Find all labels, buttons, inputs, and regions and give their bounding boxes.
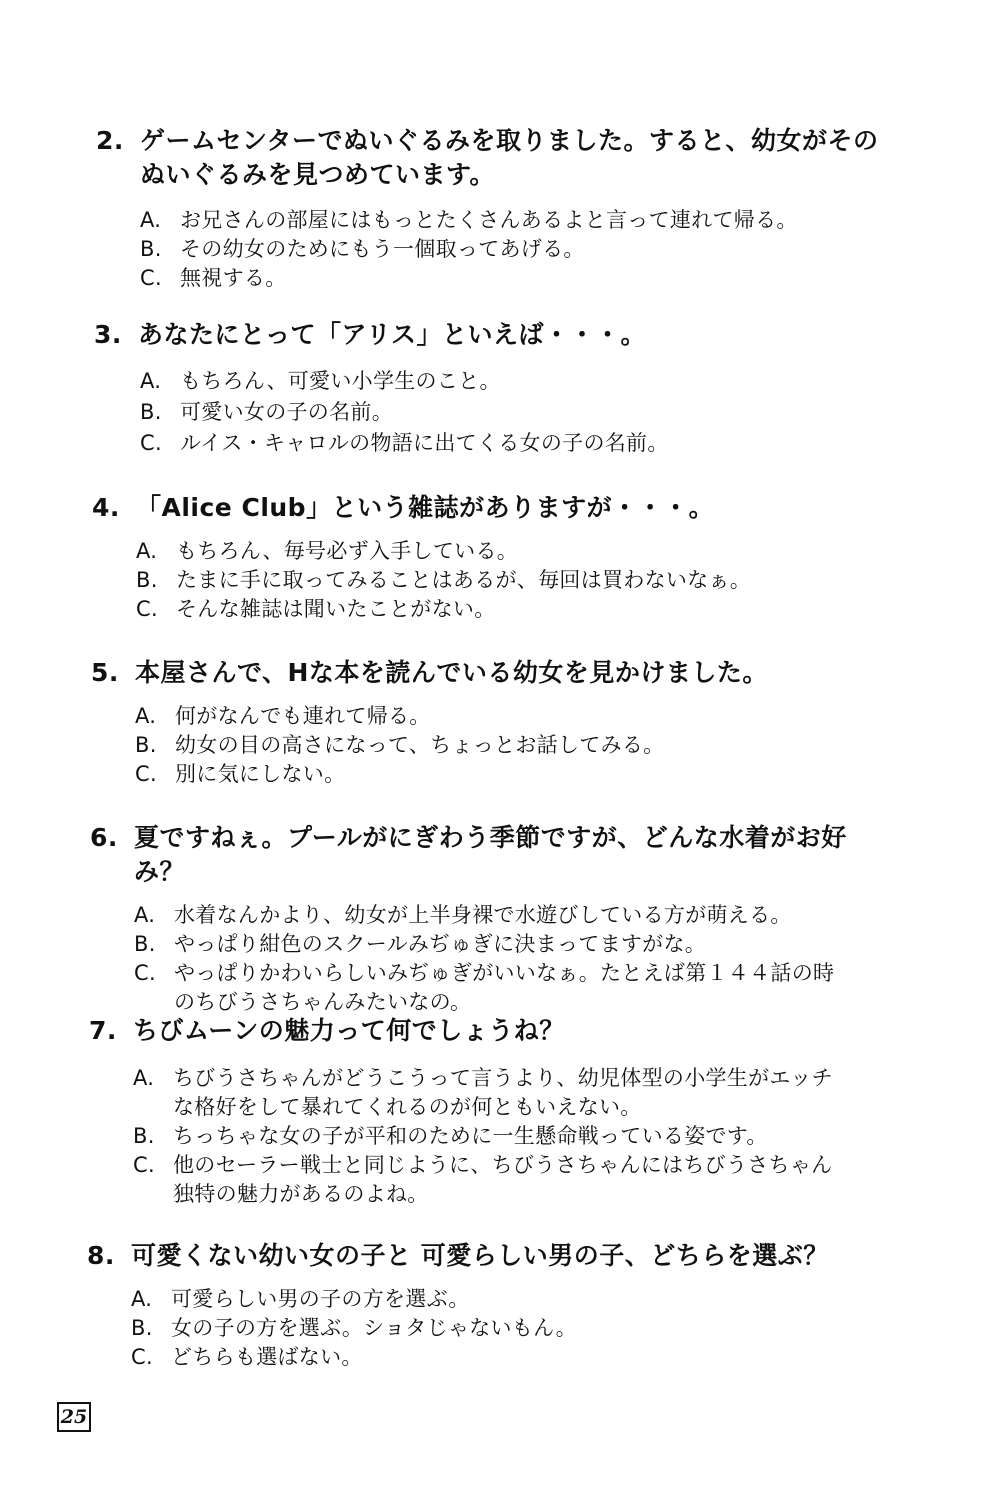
answer-option-c [140, 264, 1000, 293]
question-5 [91, 656, 1000, 789]
question-text: 「Alice Club」という雑誌がありますが・・・。 [136, 493, 715, 522]
answer-letter: A. [133, 1066, 155, 1090]
answer-letter: A. [135, 704, 157, 728]
question-number: 3. [94, 320, 122, 349]
answer-text: もちろん、可愛い小学生のこと。 [180, 369, 501, 393]
question-7 [89, 1014, 1000, 1209]
answer-option-a [135, 702, 1000, 731]
answer-option-c [131, 1343, 1000, 1372]
answer-option-c [134, 959, 1000, 1017]
answer-text: 無視する。 [180, 266, 287, 290]
answer-letter: B. [134, 932, 156, 956]
answer-text: ちびうさちゃんがどうこうって言うより、幼児体型の小学生がエッチ な格好をして暴れてくれるのが何ともいえない。 [173, 1066, 833, 1119]
answer-text: 可愛い女の子の名前。 [180, 400, 393, 424]
answer-list [135, 702, 1000, 789]
answer-option-a [131, 1285, 1000, 1314]
question-heading [91, 656, 1000, 690]
question-text: 可愛くない幼い女の子と 可愛らしい男の子、どちらを選ぶ？ [131, 1241, 829, 1270]
answer-option-a [133, 1064, 1000, 1122]
answer-option-b [133, 1122, 1000, 1151]
answer-list [140, 206, 1000, 293]
answer-option-b [140, 235, 1000, 264]
answer-letter: B. [135, 733, 157, 757]
question-3 [94, 318, 1000, 459]
question-text: あなたにとって「アリス」といえば・・・。 [138, 320, 647, 349]
question-4 [92, 491, 1000, 624]
question-heading [90, 821, 1000, 889]
answer-letter: A. [140, 369, 162, 393]
answer-text: たまに手に取ってみることはあるが、毎回は買わないなぁ。 [176, 568, 752, 592]
answer-list [131, 1285, 1000, 1372]
question-heading [87, 1239, 1000, 1273]
answer-list [136, 537, 1000, 624]
question-number: 4. [92, 493, 120, 522]
answer-option-c [135, 760, 1000, 789]
question-2 [96, 124, 1000, 293]
answer-text: もちろん、毎号必ず入手している。 [176, 539, 519, 563]
question-number: 7. [89, 1016, 117, 1045]
answer-letter: A. [140, 208, 162, 232]
question-number: 8. [87, 1241, 115, 1270]
answer-text: どちらも選ばない。 [171, 1345, 363, 1369]
answer-option-a [140, 206, 1000, 235]
answer-option-b [135, 731, 1000, 760]
question-heading [96, 124, 1000, 192]
answer-letter: C. [135, 762, 157, 786]
answer-list [134, 901, 1000, 1017]
answer-option-a [140, 366, 1000, 397]
question-heading [94, 318, 1000, 352]
question-heading [89, 1014, 1000, 1048]
answer-letter: B. [140, 237, 162, 261]
question-text: ちびムーンの魅力って何でしょうね？ [133, 1016, 565, 1045]
answer-list [140, 366, 1000, 459]
question-6 [90, 821, 1000, 1017]
answer-option-b [136, 566, 1000, 595]
answer-text: 可愛らしい男の子の方を選ぶ。 [171, 1287, 470, 1311]
page-number: 25 [57, 1402, 91, 1432]
answer-letter: C. [136, 597, 158, 621]
answer-text: 何がなんでも連れて帰る。 [175, 704, 431, 728]
answer-text: 別に気にしない。 [175, 762, 346, 786]
answer-letter: B. [136, 568, 158, 592]
answer-text: お兄さんの部屋にはもっとたくさんあるよと言って連れて帰る。 [180, 208, 798, 232]
answer-text: 女の子の方を選ぶ。ショタじゃないもん。 [171, 1316, 577, 1340]
answer-letter: C. [140, 266, 162, 290]
answer-letter: C. [140, 431, 162, 455]
answer-text: 他のセーラー戦士と同じように、ちびうさちゃんにはちびうさちゃん 独特の魅力があるのよね。 [173, 1153, 833, 1206]
answer-letter: C. [131, 1345, 153, 1369]
answer-option-c [136, 595, 1000, 624]
answer-text: ちっちゃな女の子が平和のために一生懸命戦っている姿です。 [173, 1124, 768, 1148]
answer-letter: B. [133, 1124, 155, 1148]
answer-text: 幼女の目の高さになって、ちょっとお話してみる。 [175, 733, 665, 757]
answer-option-b [140, 397, 1000, 428]
answer-text: その幼女のためにもう一個取ってあげる。 [180, 237, 585, 261]
question-text: 夏ですねぇ。プールがにぎわう季節ですが、どんな水着がお好み？ [134, 823, 847, 886]
answer-option-b [134, 930, 1000, 959]
question-text: ゲームセンターでぬいぐるみを取りました。すると、幼女がその ぬいぐるみを見つめています。 [140, 126, 879, 189]
question-number: 2. [96, 126, 124, 155]
question-heading [92, 491, 1000, 525]
answer-option-b [131, 1314, 1000, 1343]
answer-letter: B. [140, 400, 162, 424]
answer-letter: C. [134, 961, 156, 985]
answer-list [133, 1064, 1000, 1209]
question-number: 5. [91, 658, 119, 687]
answer-text: 水着なんかより、幼女が上半身裸で水遊びしている方が萌える。 [174, 903, 792, 927]
answer-text: やっぱりかわいらしいみぢゅぎがいいなぁ。たとえば第１４４話の時 のちびうさちゃんみたいなの。 [174, 961, 835, 1014]
answer-letter: A. [131, 1287, 153, 1311]
question-number: 6. [90, 823, 118, 852]
question-8 [87, 1239, 1000, 1372]
answer-letter: B. [131, 1316, 153, 1340]
answer-option-a [136, 537, 1000, 566]
answer-option-c [133, 1151, 1000, 1209]
answer-letter: A. [134, 903, 156, 927]
answer-text: やっぱり紺色のスクールみぢゅぎに決まってますがな。 [174, 932, 707, 956]
answer-option-c [140, 428, 1000, 459]
answer-text: ルイス・キャロルの物語に出てくる女の子の名前。 [180, 431, 669, 455]
answer-text: そんな雑誌は聞いたことがない。 [176, 597, 496, 621]
answer-option-a [134, 901, 1000, 930]
question-text: 本屋さんで、Hな本を読んでいる幼女を見かけました。 [135, 658, 768, 687]
answer-letter: A. [136, 539, 158, 563]
answer-letter: C. [133, 1153, 155, 1177]
